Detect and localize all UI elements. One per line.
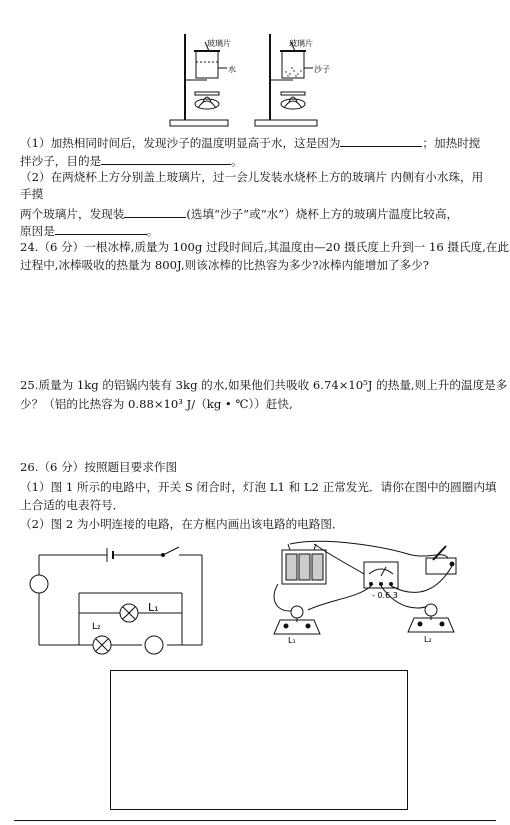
q23-line-2: 拌沙子，目的是 。 [20, 154, 243, 168]
left-water-label: 水 [228, 65, 236, 74]
q26-title: 26.（6 分）按照题目要求作图 [20, 460, 178, 474]
l2-label: L₂ [92, 622, 101, 632]
answer-blank-2[interactable] [101, 152, 231, 165]
switch-blade [163, 547, 179, 555]
answer-blank-1[interactable] [340, 134, 422, 147]
lamp-base-l2 [408, 618, 454, 632]
q23-line-3: （2）在两烧杯上方分别盖上玻璃片，过一会儿发装水烧杯上方的玻璃片 内侧有小水珠，用 [20, 170, 484, 184]
answer-blank-3[interactable] [124, 205, 186, 218]
answer-blank-4[interactable] [55, 222, 147, 235]
q25-line-2: 少？（铝的比热容为 0.88×10³ J/（kg • ℃））赶快, [20, 397, 293, 411]
bulb-l2 [425, 604, 437, 616]
q24-line-1: 24.（6 分）一根冰棒,质量为 100g 过段时间后,其温度由—20 摄氏度上升到一 16 摄氏度,在此 [20, 240, 510, 254]
heating-apparatus-figure [165, 32, 360, 130]
photo-l1-label: L₁ [288, 636, 296, 645]
q25-line-1: 25.质量为 1kg 的铝锅内装有 3kg 的水,如果他们共吸收 6.74×10⁵J 的热量,则上升的温度是多 [20, 378, 508, 392]
q23-line-1: （1）加热相同时间后，发现沙子的温度明显高于水，这是因为 ；加热时搅 [20, 136, 481, 150]
meter-circle-left [30, 575, 48, 593]
right-sand-label: 沙子 [314, 65, 330, 74]
circuit-diagram-1 [22, 545, 222, 655]
q26-line-1: （1）图 1 所示的电路中，开关 S 闭合时，灯泡 L1 和 L2 正常发光．请你在图中的圆圈内填 [20, 480, 497, 494]
l1-label: L₁ [148, 601, 159, 614]
ammeter-scale-label: - 0.6 3 [372, 591, 398, 600]
q26-line-3: （2）图 2 为小明连接的电路，在方框内画出该电路的电路图． [20, 517, 344, 531]
page-bottom-rule [14, 820, 496, 821]
q23-line-4: 手摸 [20, 187, 44, 201]
answer-drawing-box[interactable] [110, 670, 408, 810]
photo-l2-label: L₂ [424, 635, 432, 644]
circuit-diagram-2 [268, 540, 473, 645]
q26-line-2: 上合适的电表符号． [20, 498, 125, 512]
bulb-l1 [291, 606, 303, 618]
lamp-base-l1 [274, 620, 320, 634]
meter-circle-bottom [145, 636, 163, 654]
right-glass-label: 玻璃片 [289, 39, 313, 48]
left-glass-label: 玻璃片 [207, 39, 231, 48]
q23-line-6: 原因是 。 [20, 224, 159, 238]
q23-line-5: 两个玻璃片，发现装 (选填“沙子”或“水”）烧杯上方的玻璃片温度比较高， [20, 207, 459, 221]
q24-line-2: 过程中,冰棒吸收的热量为 800J,则该冰棒的比热容为多少?冰棒内能增加了多少? [20, 258, 429, 272]
